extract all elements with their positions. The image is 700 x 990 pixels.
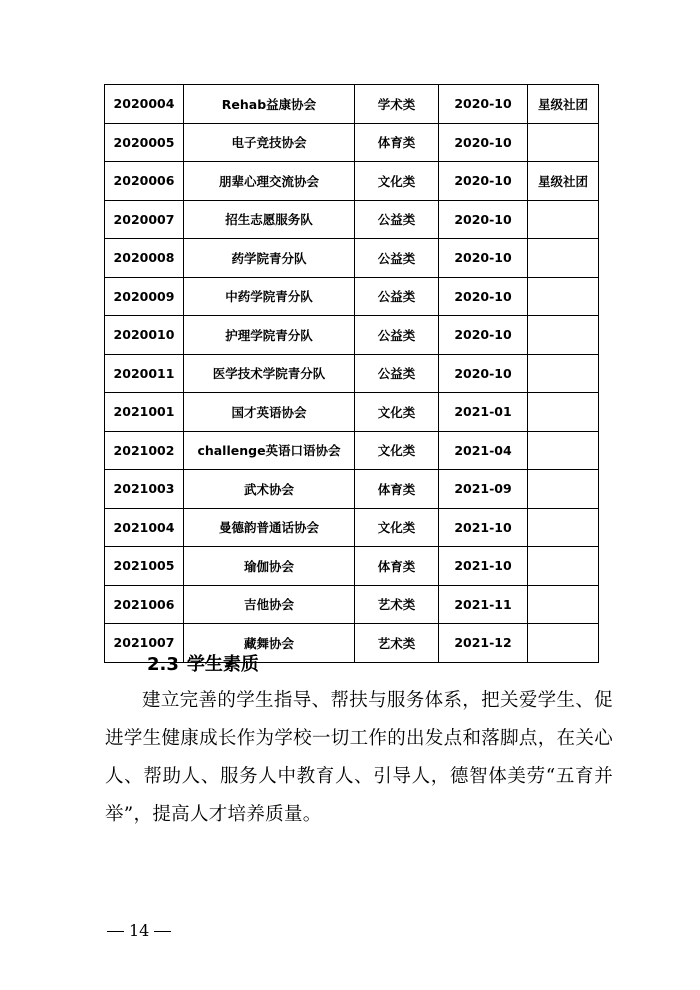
club-name-cell: 国才英语协会 [184, 393, 355, 432]
club-category-cell: 文化类 [355, 162, 439, 201]
club-name-cell: 曼德韵普通话协会 [184, 508, 355, 547]
club-id-cell: 2021005 [105, 547, 184, 586]
club-id-cell: 2020006 [105, 162, 184, 201]
table-row [105, 508, 599, 547]
club-category-cell: 文化类 [355, 431, 439, 470]
club-rating-cell [528, 470, 599, 509]
club-name-cell: 武术协会 [184, 470, 355, 509]
club-id-cell: 2020009 [105, 277, 184, 316]
club-rating-cell [528, 239, 599, 278]
club-date-cell: 2021-09 [439, 470, 528, 509]
club-date-cell: 2020-10 [439, 85, 528, 124]
table-row [105, 470, 599, 509]
club-date-cell: 2020-10 [439, 239, 528, 278]
club-date-cell: 2020-10 [439, 277, 528, 316]
club-date-cell: 2020-10 [439, 162, 528, 201]
club-name-cell: 药学院青分队 [184, 239, 355, 278]
club-category-cell: 体育类 [355, 547, 439, 586]
club-name-cell: 藏舞协会 [184, 624, 355, 663]
club-category-cell: 公益类 [355, 200, 439, 239]
page-footer [102, 921, 176, 941]
club-id-cell: 2021001 [105, 393, 184, 432]
footer-dash-left [107, 931, 124, 932]
club-date-cell: 2020-10 [439, 123, 528, 162]
club-name-cell: 中药学院青分队 [184, 277, 355, 316]
club-date-cell: 2021-10 [439, 508, 528, 547]
club-id-cell: 2021003 [105, 470, 184, 509]
club-rating-cell [528, 316, 599, 355]
club-name-cell: challenge英语口语协会 [184, 431, 355, 470]
club-name-cell: 医学技术学院青分队 [184, 354, 355, 393]
footer-dash-right [154, 931, 171, 932]
table-row [105, 316, 599, 355]
club-name-cell: 吉他协会 [184, 585, 355, 624]
club-date-cell: 2021-10 [439, 547, 528, 586]
table-row [105, 123, 599, 162]
table-row [105, 162, 599, 201]
section-title: 学生素质 [186, 654, 259, 675]
club-rating-cell [528, 624, 599, 663]
section-heading [147, 653, 259, 677]
club-id-cell: 2020011 [105, 354, 184, 393]
club-id-cell: 2021004 [105, 508, 184, 547]
club-category-cell: 文化类 [355, 508, 439, 547]
club-date-cell: 2020-10 [439, 200, 528, 239]
table-row [105, 354, 599, 393]
club-date-cell: 2021-01 [439, 393, 528, 432]
table-row [105, 393, 599, 432]
club-category-cell: 公益类 [355, 239, 439, 278]
club-category-cell: 艺术类 [355, 585, 439, 624]
club-name-cell: 朋辈心理交流协会 [184, 162, 355, 201]
club-name-cell: 护理学院青分队 [184, 316, 355, 355]
club-date-cell: 2020-10 [439, 354, 528, 393]
table-row [105, 585, 599, 624]
club-category-cell: 公益类 [355, 316, 439, 355]
club-date-cell: 2020-10 [439, 316, 528, 355]
club-name-cell: 电子竞技协会 [184, 123, 355, 162]
table-row [105, 277, 599, 316]
club-id-cell: 2020005 [105, 123, 184, 162]
club-id-cell: 2020010 [105, 316, 184, 355]
club-rating-cell [528, 354, 599, 393]
section-number: 2.3 [147, 654, 179, 675]
club-date-cell: 2021-11 [439, 585, 528, 624]
club-rating-cell: 星级社团 [528, 85, 599, 124]
club-id-cell: 2020004 [105, 85, 184, 124]
table-row [105, 547, 599, 586]
club-category-cell: 学术类 [355, 85, 439, 124]
club-id-cell: 2021006 [105, 585, 184, 624]
club-id-cell: 2021007 [105, 624, 184, 663]
club-rating-cell [528, 508, 599, 547]
page-number: 14 [129, 921, 150, 940]
table-row [105, 431, 599, 470]
body-paragraph: 建立完善的学生指导、帮扶与服务体系，把关爱学生、促进学生健康成长作为学校一切工作的出发点和落脚点，在关心人、帮助人、服务人中教育人、引导人，德智体美劳“五育并举”，提高人才培养质量。 [105, 690, 613, 825]
club-category-cell: 体育类 [355, 123, 439, 162]
club-rating-cell [528, 277, 599, 316]
club-rating-cell [528, 585, 599, 624]
club-date-cell: 2021-12 [439, 624, 528, 663]
clubs-table [104, 84, 599, 663]
clubs-table-body [105, 85, 599, 663]
club-rating-cell [528, 547, 599, 586]
club-rating-cell [528, 200, 599, 239]
club-id-cell: 2020008 [105, 239, 184, 278]
club-rating-cell [528, 123, 599, 162]
club-rating-cell [528, 431, 599, 470]
table-row [105, 200, 599, 239]
club-name-cell: 瑜伽协会 [184, 547, 355, 586]
club-rating-cell: 星级社团 [528, 162, 599, 201]
club-id-cell: 2020007 [105, 200, 184, 239]
club-category-cell: 艺术类 [355, 624, 439, 663]
club-name-cell: 招生志愿服务队 [184, 200, 355, 239]
club-category-cell: 文化类 [355, 393, 439, 432]
club-category-cell: 公益类 [355, 354, 439, 393]
club-category-cell: 体育类 [355, 470, 439, 509]
club-name-cell: Rehab益康协会 [184, 85, 355, 124]
club-category-cell: 公益类 [355, 277, 439, 316]
table-row [105, 85, 599, 124]
club-rating-cell [528, 393, 599, 432]
club-id-cell: 2021002 [105, 431, 184, 470]
table-row [105, 239, 599, 278]
club-date-cell: 2021-04 [439, 431, 528, 470]
